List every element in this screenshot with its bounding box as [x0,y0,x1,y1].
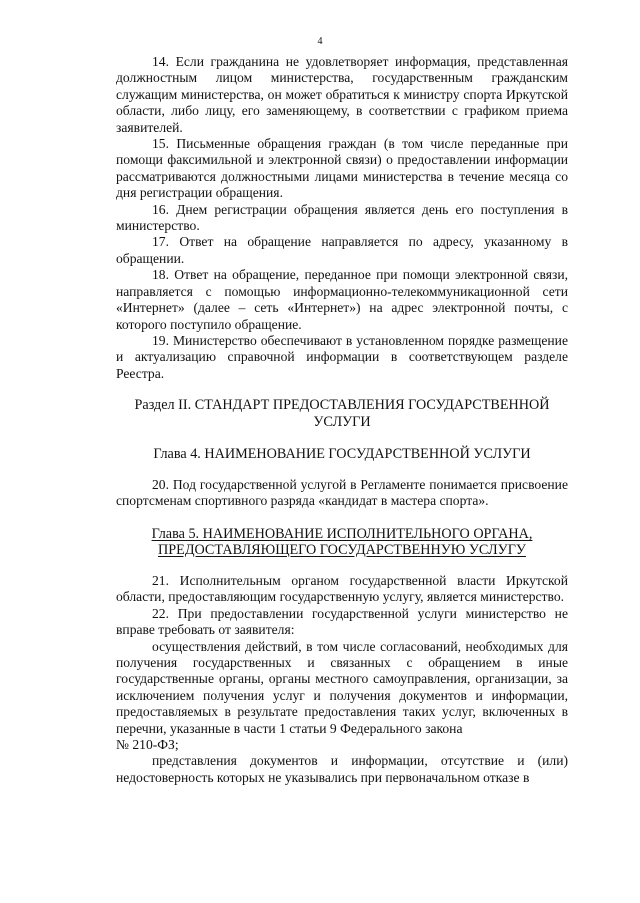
paragraph-22-item-1: осуществления действий, в том числе согласований, необходимых для получения государственных и связанных с обращением в иные государственные органы, органы местного самоуправления, организации, за исключением получения услуг и получения документов и информации, предоставляемых в результате предоставления таких услуг, включенных в перечни, указанные в части 1 статьи 9 Федерального закона [116,638,568,736]
page-number: 4 [317,36,323,47]
paragraph-14: 14. Если гражданина не удовлетворяет информация, представленная должностным лицом министерства, государственным гражданским служащим министерства, он может обратиться к министру спорта Иркутской области, либо лицу, его заменяющему, в соответствии с графиком приема заявителей. [116,54,568,135]
paragraph-22-item-1-end: № 210-ФЗ; [116,736,179,752]
paragraph-22-item-2: представления документов и информации, отсутствие и (или) недостоверность которых не указывались при первоначальном отказе в [116,753,568,785]
paragraph-20: 20. Под государственной услугой в Регламенте понимается присвоение спортсменам спортивного разряда «кандидат в мастера спорта». [116,476,568,509]
section-heading-line1: Раздел II. СТАНДАРТ ПРЕДОСТАВЛЕНИЯ ГОСУДАРСТВЕННОЙ [134,397,550,414]
paragraph-19: 19. Министерство обеспечивают в установленном порядке размещение и актуализацию справочной информации в соответствующем разделе Реестра. [116,332,568,381]
paragraph-22: 22. При предоставлении государственной услуги министерство не вправе требовать от заявителя: [116,605,568,638]
chapter-5-heading-line2: ПРЕДОСТАВЛЯЮЩЕГО ГОСУДАРСТВЕННУЮ УСЛУГУ [158,542,526,559]
section-heading-line2: УСЛУГИ [313,413,371,430]
paragraph-21: 21. Исполнительным органом государственной власти Иркутской области, предоставляющим государственную услугу, является министерство. [116,572,568,605]
paragraph-16: 16. Днем регистрации обращения является день его поступления в министерство. [116,201,568,234]
paragraph-15: 15. Письменные обращения граждан (в том числе переданные при помощи факсимильной и электронной связи) о предоставлении информации рассматриваются должностными лицами министерства в течение месяца со дня регистрации обращения. [116,136,568,201]
chapter-5-heading [116,526,568,559]
document-body [116,54,568,786]
chapter-4-heading: Глава 4. НАИМЕНОВАНИЕ ГОСУДАРСТВЕННОЙ УСЛУГИ [153,446,531,463]
section-heading [116,397,568,430]
paragraph-18: 18. Ответ на обращение, переданное при помощи электронной связи, направляется с помощью информационно-телекоммуникационной сети «Интернет» (далее – сеть «Интернет») на адрес электронной почты, с которого поступило обращение. [116,267,568,332]
chapter-5-heading-line1: Глава 5. НАИМЕНОВАНИЕ ИСПОЛНИТЕЛЬНОГО ОРГАНА, [151,525,533,542]
paragraph-17: 17. Ответ на обращение направляется по адресу, указанному в обращении. [116,234,568,266]
